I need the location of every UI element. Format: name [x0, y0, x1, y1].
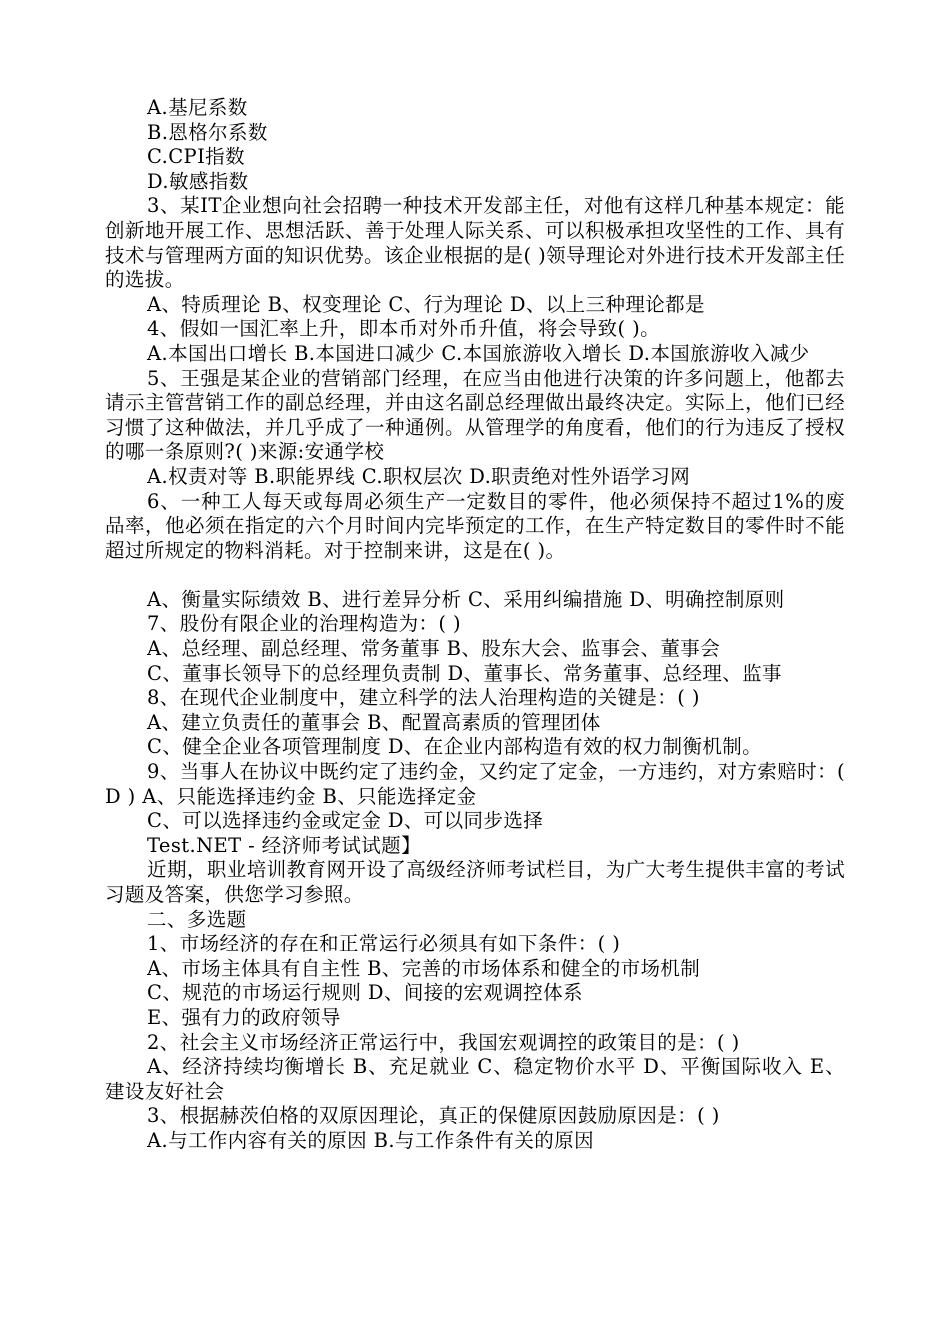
- blank-line: [105, 563, 845, 588]
- intro-paragraph: 近期，职业培训教育网开设了高级经济师考试栏目，为广大考生提供丰富的考试习题及答案，供您学习参照。: [105, 858, 845, 906]
- mc-question-1: 1、市场经济的存在和正常运行必须具有如下条件：( ): [147, 932, 621, 956]
- section-heading: 二、多选题: [147, 907, 247, 931]
- mc-question-3: 3、根据赫茨伯格的双原因理论，真正的保健原因鼓励原因是：( ): [147, 1104, 720, 1128]
- option-a: A.基尼系数: [147, 96, 248, 119]
- question-5: 5、王强是某企业的营销部门经理，在应当由他进行决策的许多问题上，他都去请示主管营销工作的副总经理，并由这名副总经理做出最终决定。实际上，他们已经习惯了这种做法，并几乎成了一种通例。从管理学的角度看，他们的行为违反了授权的哪一条原则?( )来源:安通学校: [105, 366, 845, 464]
- option-b: B.恩格尔系数: [147, 120, 268, 144]
- question-6: 6、一种工人每天或每周必须生产一定数目的零件，他必须保持不超过1%的废品率，他必须在指定的六个月时间内完毕预定的工作，在生产特定数目的零件时不能超过所规定的物料消耗。对于控制来讲，这是在( )。: [105, 489, 845, 562]
- question-4: 4、假如一国汇率上升，即本币对外币升值，将会导致( )。: [147, 317, 661, 341]
- question-8-options-cd: C、健全企业各项管理制度 D、在企业内部构造有效的权力制衡机制。: [147, 735, 763, 759]
- option-d: D.敏感指数: [147, 169, 249, 193]
- option-c: C.CPI指数: [147, 145, 245, 169]
- question-7-options-ab: A、总经理、副总经理、常务董事 B、股东大会、监事会、董事会: [147, 637, 721, 661]
- document-page: [105, 96, 845, 1154]
- source-line: Test.NET - 经济师考试试题】: [147, 833, 421, 857]
- question-3: 3、某IT企业想向社会招聘一种技术开发部主任，对他有这样几种基本规定：能创新地开展工作、思想活跃、善于处理人际关系、可以积极承担攻坚性的工作、具有技术与管理两方面的知识优势。该企业根据的是( )领导理论对外进行技术开发部主任的选拔。: [105, 194, 845, 292]
- mc-question-2-options: A、经济持续均衡增长 B、充足就业 C、稳定物价水平 D、平衡国际收入 E、建设友好社会: [105, 1055, 845, 1103]
- question-8-options-ab: A、建立负责任的董事会 B、配置高素质的管理团体: [147, 710, 601, 734]
- mc-question-3-options: A.与工作内容有关的原因 B.与工作条件有关的原因: [147, 1128, 595, 1152]
- mc-question-1-options-ab: A、市场主体具有自主性 B、完善的市场体系和健全的市场机制: [147, 956, 701, 980]
- mc-question-1-option-e: E、强有力的政府领导: [147, 1005, 341, 1029]
- question-7-options-cd: C、董事长领导下的总经理负责制 D、董事长、常务董事、总经理、监事: [147, 661, 782, 685]
- mc-question-1-options-cd: C、规范的市场运行规则 D、间接的宏观调控体系: [147, 981, 583, 1005]
- question-6-options: A、衡量实际绩效 B、进行差异分析 C、采用纠编措施 D、明确控制原则: [147, 587, 785, 611]
- question-9: 9、当事人在协议中既约定了违约金，又约定了定金，一方违约，对方索赔时：( D ) A、只能选择违约金 B、只能选择定金: [105, 760, 845, 808]
- question-9-options-cd: C、可以选择违约金或定金 D、可以同步选择: [147, 809, 544, 833]
- question-7: 7、股份有限企业的治理构造为：( ): [147, 612, 462, 636]
- question-3-options: A、特质理论 B、权变理论 C、行为理论 D、以上三种理论都是: [147, 292, 705, 316]
- mc-question-2: 2、社会主义市场经济正常运行中，我国宏观调控的政策目的是：( ): [147, 1030, 740, 1054]
- question-5-options: A.权责对等 B.职能界线 C.职权层次 D.职责绝对性外语学习网: [147, 464, 691, 488]
- question-4-options: A.本国出口增长 B.本国进口减少 C.本国旅游收入增长 D.本国旅游收入减少: [147, 341, 810, 365]
- question-8: 8、在现代企业制度中，建立科学的法人治理构造的关键是：( ): [147, 686, 700, 710]
